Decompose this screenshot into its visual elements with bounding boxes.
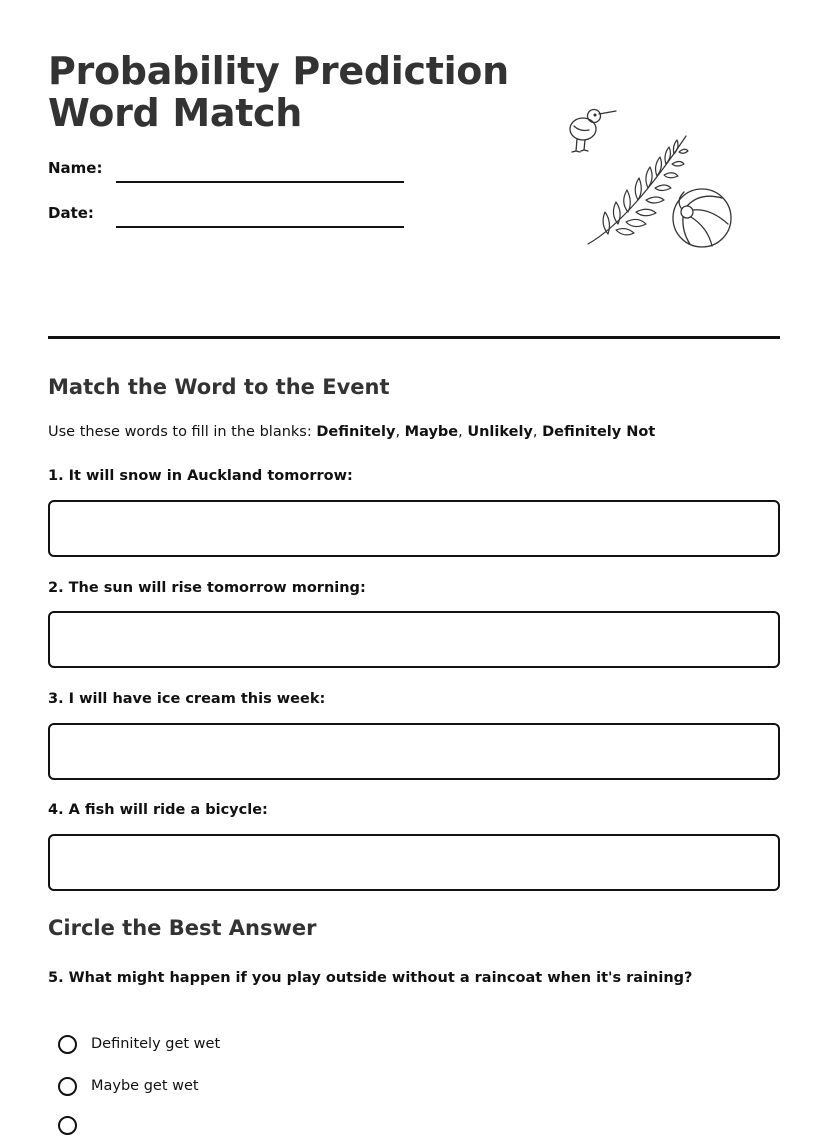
date-label: Date: [48,204,94,222]
section-divider [48,336,780,339]
option-maybe-get-wet[interactable] [58,1074,199,1098]
kiwi-bird-icon [570,110,616,153]
instructions-prefix: Use these words to fill in the blanks: [48,424,317,440]
worksheet-illustration [560,100,740,255]
word-maybe: Maybe [404,424,459,440]
question-1-answer-input[interactable] [48,500,780,557]
section-heading-circle: Circle the Best Answer [48,916,317,940]
question-4-label: 4. A fish will ride a bicycle: [48,802,268,818]
beach-ball-icon [673,189,731,247]
option-label: Definitely get wet [91,1036,221,1052]
question-3-answer-input[interactable] [48,723,780,780]
radio-circle[interactable] [58,1116,77,1135]
option-definitely-get-wet[interactable] [58,1032,220,1056]
question-3-label: 3. I will have ice cream this week: [48,691,326,707]
title-line-1: Probability Prediction [48,49,509,93]
word-unlikely: Unlikely [467,424,533,440]
option-partially-visible[interactable] [58,1113,77,1137]
date-underline[interactable] [116,226,404,228]
question-2-label: 2. The sun will rise tomorrow morning: [48,580,366,596]
option-label: Maybe get wet [91,1078,199,1094]
name-field[interactable] [48,159,408,189]
question-1-label: 1. It will snow in Auckland tomorrow: [48,468,353,484]
word-definitely-not: Definitely Not [542,424,656,440]
title-line-2: Word Match [48,91,303,135]
section-heading-match: Match the Word to the Event [48,375,390,399]
question-4-answer-input[interactable] [48,834,780,891]
worksheet-title [48,50,509,134]
question-5-label: 5. What might happen if you play outside without a raincoat when it's raining? [48,970,693,986]
word-definitely: Definitely [316,424,396,440]
name-underline[interactable] [116,181,404,183]
radio-circle[interactable] [58,1035,77,1054]
radio-circle[interactable] [58,1077,77,1096]
date-field[interactable] [48,204,408,234]
instructions-text: Use these words to fill in the blanks: Definitely, Maybe, Unlikely, Definitely Not [48,424,656,440]
fern-leaf-icon [588,136,688,244]
question-2-answer-input[interactable] [48,611,780,668]
name-label: Name: [48,159,103,177]
